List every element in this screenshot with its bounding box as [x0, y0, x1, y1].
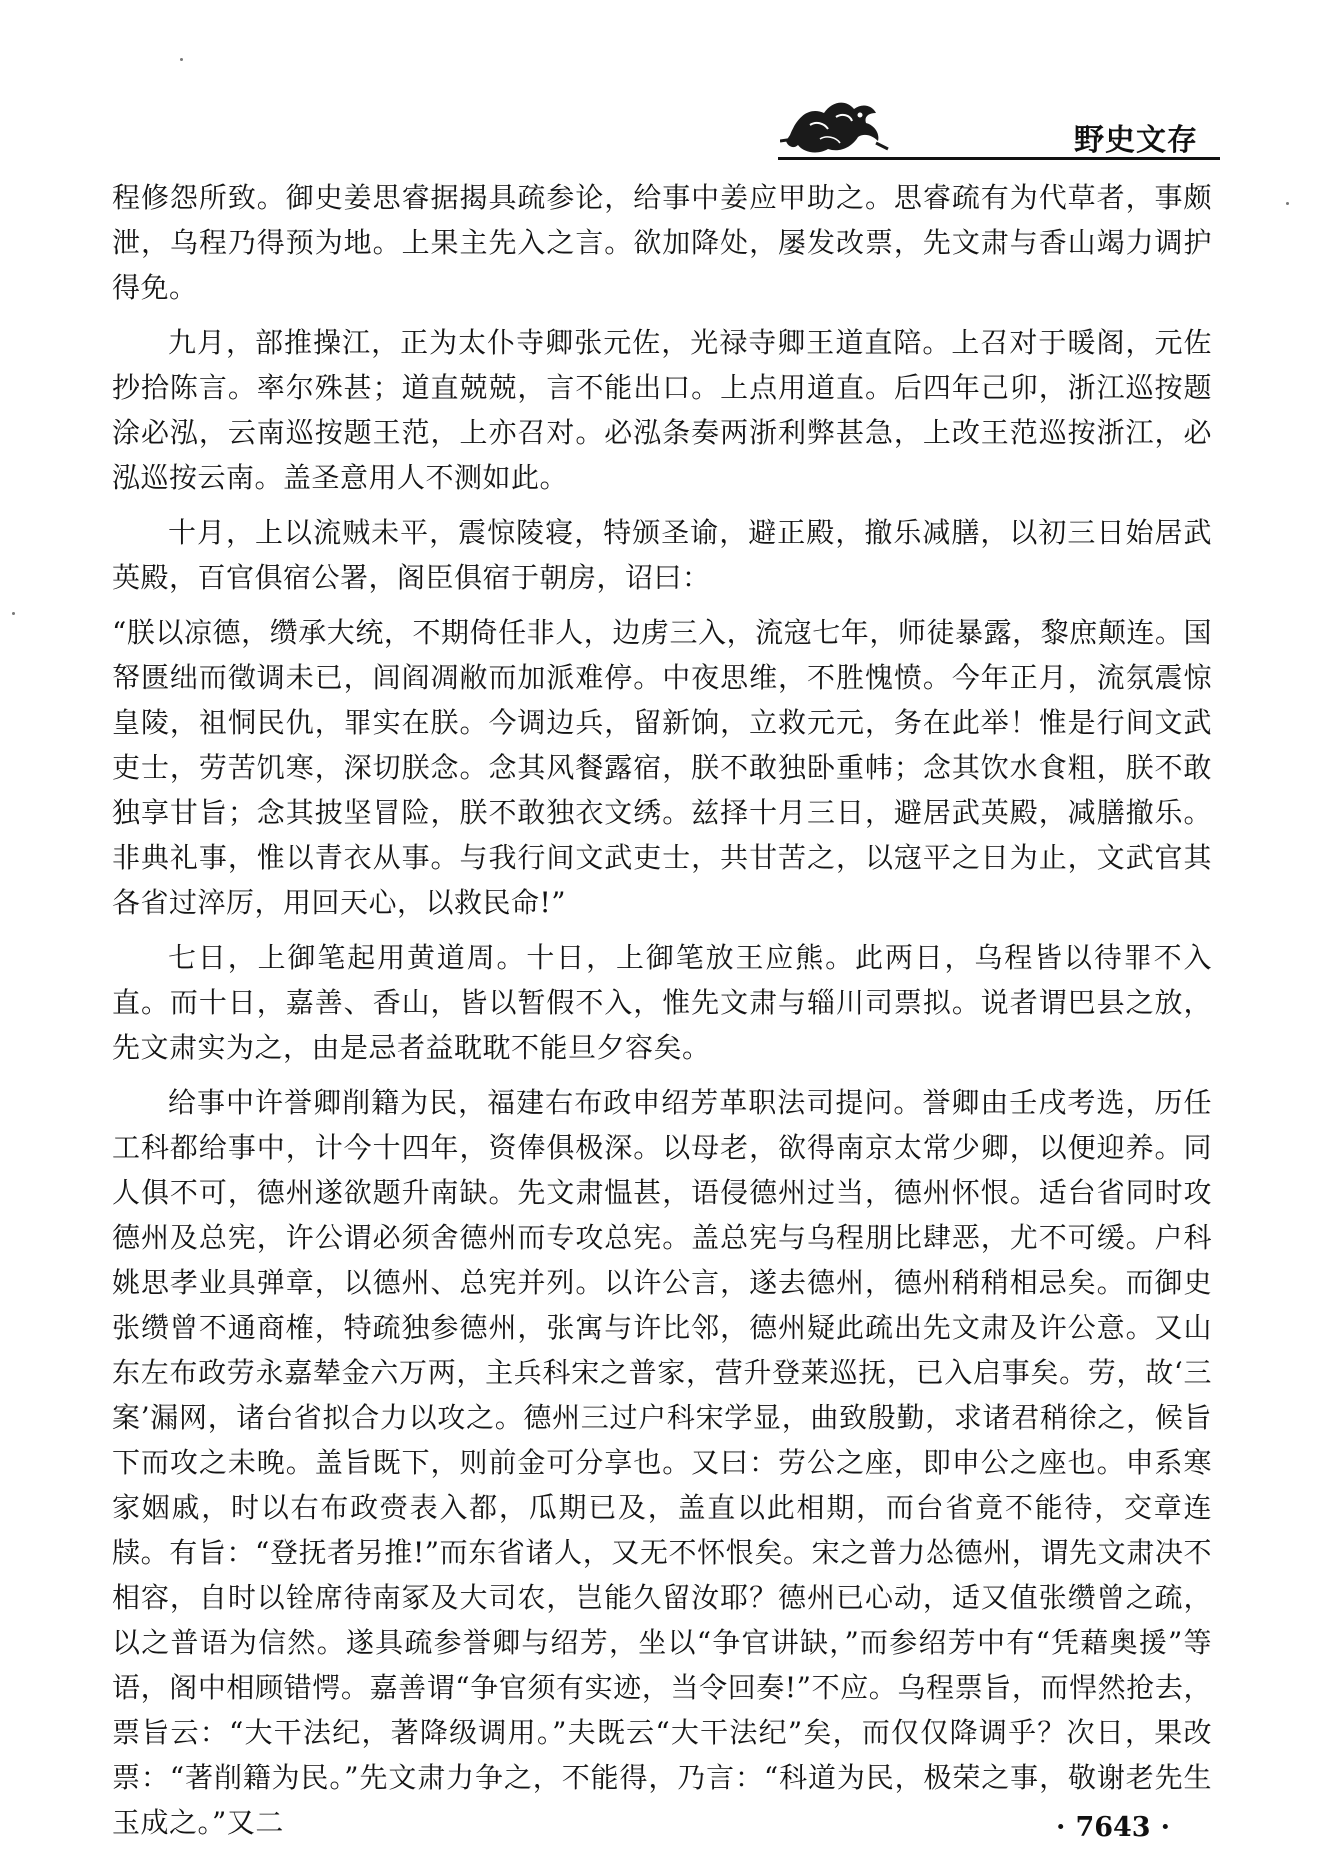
- paragraph: 七日，上御笔起用黄道周。十日，上御笔放王应熊。此两日，乌程皆以待罪不入直。而十日，嘉善、香山，皆以暂假不入，惟先文肃与辎川司票拟。说者谓巴县之放，先文肃实为之，由是忌者益耽耽不能旦夕容矣。: [112, 941, 1212, 1064]
- scan-speck: [180, 58, 183, 61]
- running-header: [760, 95, 1220, 165]
- scan-speck: [1286, 202, 1289, 205]
- paragraph: 十月，上以流贼未平，震惊陵寝，特颁圣谕，避正殿，撤乐减膳，以初三日始居武英殿，百官俱宿公署，阁臣俱宿于朝房，诏曰：: [112, 516, 1212, 594]
- scan-speck: [12, 612, 15, 615]
- page-number-value: 7643: [1075, 1812, 1151, 1843]
- page-number-dot-right: ·: [1160, 1812, 1170, 1843]
- main-text: [112, 175, 1212, 1855]
- dragon-emblem-icon: [780, 95, 890, 157]
- paragraph: 九月，部推操江，正为太仆寺卿张元佐，光禄寺卿王道直陪。上召对于暖阁，元佐抄拾陈言。率尔殊甚；道直兢兢，言不能出口。上点用道直。后四年己卯，浙江巡按题涂必泓，云南巡按题王范，上亦召对。必泓条奏两浙利弊甚急，上改王范巡按浙江，必泓巡按云南。盖圣意用人不测如此。: [112, 326, 1212, 494]
- paragraph: 程修怨所致。御史姜思睿据揭具疏参论，给事中姜应甲助之。思睿疏有为代草者，事颇泄，乌程乃得预为地。上果主先入之言。欲加降处，屡发改票，先文肃与香山竭力调护得免。: [112, 181, 1212, 304]
- paragraph-quote: “朕以凉德，缵承大统，不期倚任非人，边虏三入，流寇七年，师徒暴露，黎庶颠连。国帑匮绌而徵调未已，闾阎凋敝而加派难停。中夜思维，不胜愧愤。今年正月，流氛震惊皇陵，祖恫民仇，罪实在朕。今调边兵，留新饷，立救元元，务在此举！惟是行间文武吏士，劳苦饥寒，深切朕念。念其风餐露宿，朕不敢独卧重帏；念其饮水食粗，朕不敢独享甘旨；念其披坚冒险，朕不敢独衣文绣。兹择十月三日，避居武英殿，减膳撤乐。非典礼事，惟以青衣从事。与我行间文武吏士，共甘苦之，以寇平之日为止，文武官其各省过淬厉，用回天心，以救民命!”: [112, 616, 1212, 919]
- page-number: [1046, 1812, 1180, 1843]
- header-title: 野史文存: [1074, 123, 1198, 158]
- page-number-dot-left: ·: [1056, 1812, 1066, 1843]
- paragraph: 给事中许誉卿削籍为民，福建右布政申绍芳革职法司提问。誉卿由壬戌考选，历任工科都给事中，计今十四年，资俸俱极深。以母老，欲得南京太常少卿，以便迎养。同人俱不可，德州遂欲题升南缺。先文肃愠甚，语侵德州过当，德州怀恨。适台省同时攻德州及总宪，许公谓必须舍德州而专攻总宪。盖总宪与乌程朋比肆恶，尤不可缓。户科姚思孝业具弹章，以德州、总宪并列。以许公言，遂去德州，德州稍稍相忌矣。而御史张缵曾不通商榷，特疏独参德州，张寓与许比邻，德州疑此疏出先文肃及许公意。又山东左布政劳永嘉辇金六万两，主兵科宋之普家，营升登莱巡抚，已入启事矣。劳，故‘三案’漏网，诸台省拟合力以攻之。德州三过户科宋学显，曲致殷勤，求诸君稍徐之，候旨下而攻之未晚。盖旨既下，则前金可分享也。又曰：劳公之座，即申公之座也。申系寒家姻戚，时以右布政赍表入都，瓜期已及，盖直以此相期，而台省竟不能待，交章连牍。有旨：“登抚者另推!”而东省诸人，又无不怀恨矣。宋之普力怂德州，谓先文肃决不相容，自时以铨席待南冢及大司农，岂能久留汝耶？德州已心动，适又值张缵曾之疏，以之普语为信然。遂具疏参誉卿与绍芳，坐以“争官讲缺，”而参绍芳中有“凭藉奥援”等语，阁中相顾错愕。嘉善谓“争官须有实迹，当令回奏!”不应。乌程票旨，而悍然抢去，票旨云：“大干法纪，著降级调用。”夫既云“大干法纪”矣，而仅仅降调乎？次日，果改票：“著削籍为民。”先文肃力争之，不能得，乃言：“科道为民，极荣之事，敬谢老先生玉成之。”又二: [112, 1086, 1212, 1839]
- header-rule: [778, 157, 1220, 160]
